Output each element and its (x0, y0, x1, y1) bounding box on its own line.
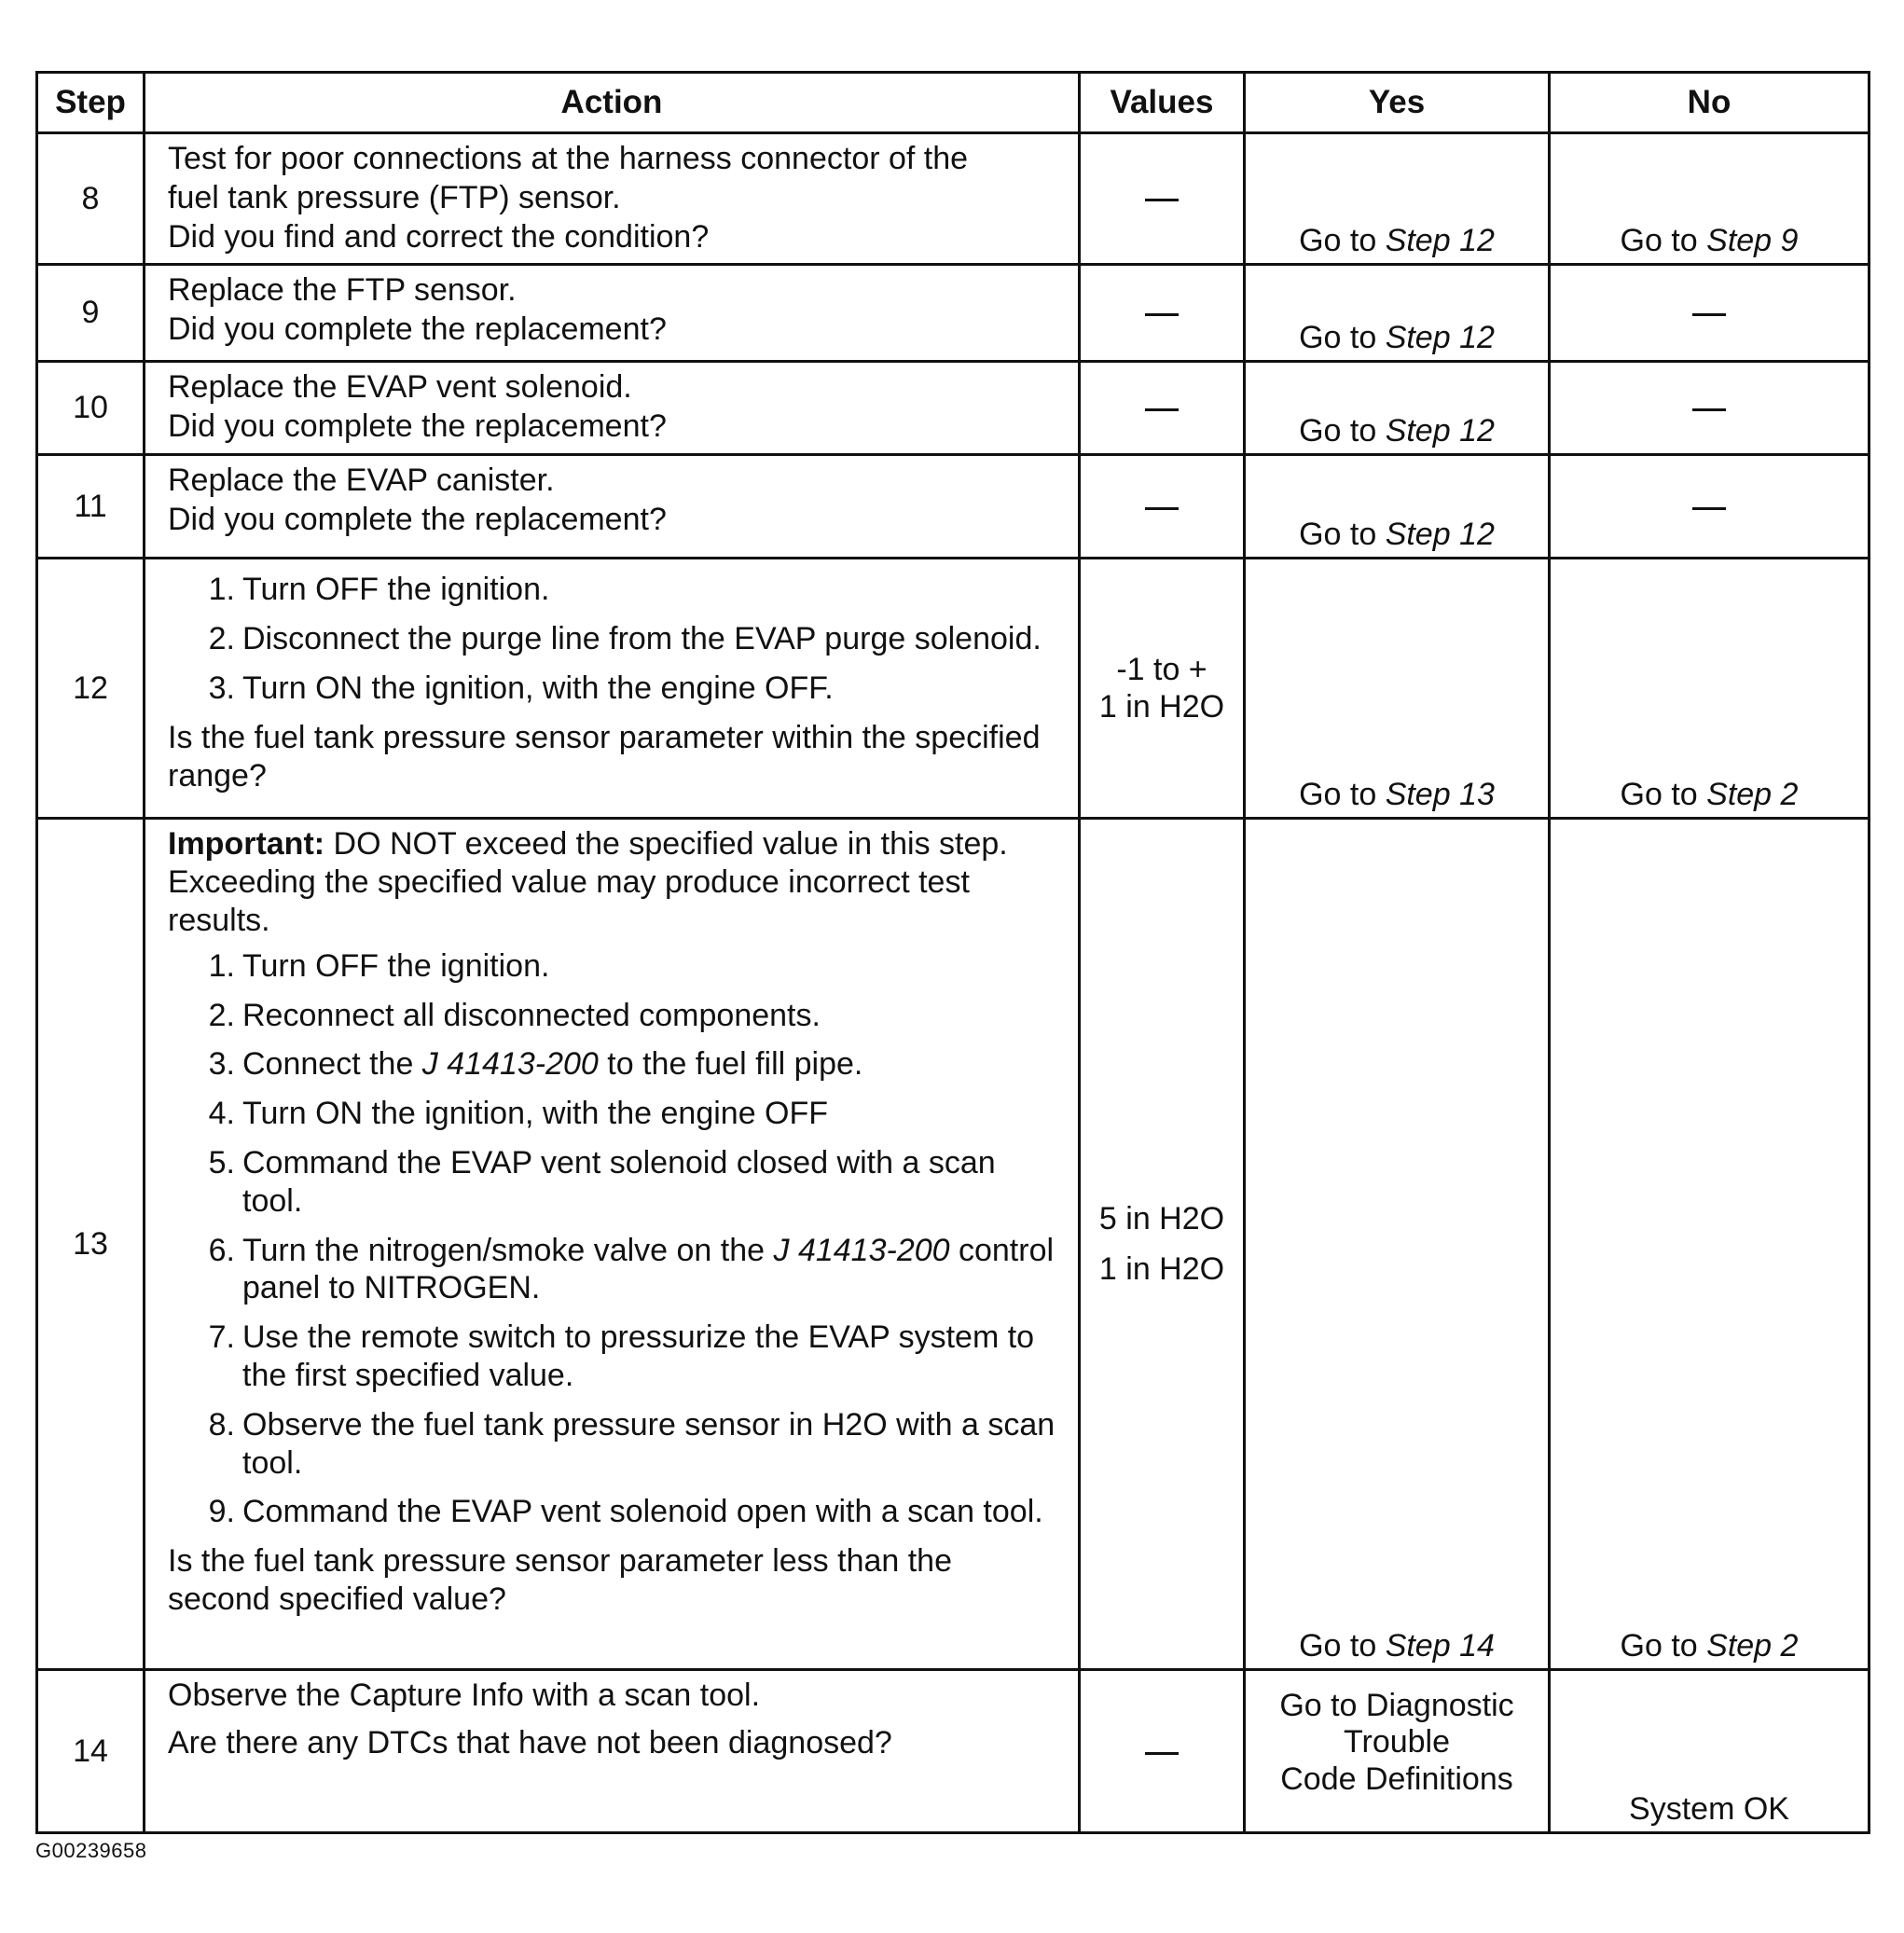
list-item (168, 1406, 1055, 1483)
action-text: Replace the EVAP canister. (168, 463, 555, 499)
important-text: DO NOT exceed the specified value in this step. Exceeding the specified value may produce incorrect test results. (168, 826, 1008, 938)
yes-goto-step-link[interactable]: Step 14 (1385, 1627, 1495, 1664)
no-goto-prefix: Go to (1620, 1627, 1707, 1664)
no-cell (1550, 362, 1870, 455)
procedure-list (168, 571, 1055, 707)
question-text: Is the fuel tank pressure sensor parameter within the specified range? (168, 719, 1041, 794)
table-row-step-8 (37, 133, 1870, 265)
list-item-text: Observe the fuel tank pressure sensor in H2O with a scan tool. (242, 1406, 1055, 1481)
procedure-list (168, 947, 1055, 1531)
no-cell (1550, 1670, 1870, 1833)
table-row-step-13 (37, 819, 1870, 1670)
action-cell (145, 133, 1080, 265)
list-item-number: 2. (208, 621, 235, 657)
list-item (168, 997, 1055, 1035)
header-yes: Yes (1245, 73, 1550, 133)
list-item-number: 1. (208, 572, 235, 608)
list-item (168, 670, 1055, 708)
table-row-step-10 (37, 362, 1870, 455)
no-goto-step-link[interactable]: Step 9 (1706, 222, 1799, 258)
list-item-number: 5. (208, 1144, 235, 1181)
figure-id: G00239658 (35, 1839, 147, 1862)
yes-goto-step-link[interactable]: Step 12 (1385, 516, 1495, 552)
list-item-number: 4. (208, 1096, 235, 1132)
step-number: 14 (37, 1670, 145, 1833)
question-text: Is the fuel tank pressure sensor parameter less than the second specified value? (168, 1543, 953, 1617)
dash-mark (1145, 313, 1179, 316)
tool-reference: J 41413-200 (421, 1046, 599, 1083)
yes-cell (1245, 559, 1550, 819)
list-item-number: 3. (208, 1046, 235, 1083)
list-item-text: Command the EVAP vent solenoid open with a scan tool. (242, 1494, 1043, 1530)
list-item-number: 3. (208, 670, 235, 706)
dash-mark (1145, 507, 1179, 510)
step-number: 11 (37, 455, 145, 559)
first-specified-value: 5 in H2O (1098, 1200, 1225, 1236)
action-cell (145, 1670, 1080, 1833)
yes-goto-prefix: Go to (1299, 516, 1386, 552)
no-cell (1550, 819, 1870, 1670)
list-item-number: 9. (208, 1494, 235, 1530)
list-item-text: Turn ON the ignition, with the engine OFF (242, 1096, 829, 1132)
values-cell (1080, 133, 1245, 265)
important-label: Important: (168, 826, 325, 863)
list-item (168, 1319, 1055, 1395)
list-item-text: Turn ON the ignition, with the engine OFF. (242, 670, 834, 706)
yes-goto-link[interactable]: Go to Diagnostic (1279, 1688, 1514, 1724)
list-item-text: Reconnect all disconnected components. (242, 997, 821, 1033)
dash-mark (1145, 1752, 1179, 1755)
header-step: Step (37, 73, 145, 133)
yes-goto-step-link[interactable]: Step 12 (1385, 412, 1495, 449)
question-text: Did you complete the replacement? (168, 311, 667, 348)
no-cell (1550, 133, 1870, 265)
header-values: Values (1080, 73, 1245, 133)
list-item-text: Turn OFF the ignition. (242, 947, 550, 984)
action-text: Replace the EVAP vent solenoid. (168, 369, 632, 406)
values-cell (1080, 455, 1245, 559)
step-number: 8 (37, 133, 145, 265)
diagnostic-steps-table (35, 71, 1870, 1834)
action-text: Observe the Capture Info with a scan tool. (168, 1678, 761, 1714)
action-cell (145, 559, 1080, 819)
yes-goto-link[interactable]: Code Definitions (1280, 1760, 1513, 1797)
list-item (168, 1095, 1055, 1133)
diagnostic-table-container (35, 71, 1870, 1834)
value-range-line-2: 1 in H2O (1098, 689, 1225, 725)
table-header-row (37, 73, 1870, 133)
list-item (168, 1232, 1055, 1308)
yes-cell (1245, 265, 1550, 362)
no-goto-step-link[interactable]: Step 2 (1706, 1627, 1799, 1664)
second-specified-value: 1 in H2O (1098, 1251, 1225, 1288)
step-number: 10 (37, 362, 145, 455)
no-goto-prefix: Go to (1620, 776, 1707, 812)
list-item (168, 1493, 1055, 1531)
dash-mark (1145, 408, 1179, 411)
list-item-text: control panel to NITROGEN. (242, 1232, 1055, 1306)
yes-goto-step-link[interactable]: Step 13 (1385, 776, 1495, 812)
step-number: 9 (37, 265, 145, 362)
action-cell (145, 362, 1080, 455)
table-row-step-11 (37, 455, 1870, 559)
list-item-number: 6. (208, 1232, 235, 1268)
values-cell (1080, 265, 1245, 362)
dash-mark (1145, 199, 1179, 201)
yes-goto-prefix: Go to (1299, 776, 1386, 812)
values-cell (1080, 1670, 1245, 1833)
tool-reference: J 41413-200 (773, 1232, 950, 1268)
list-item (168, 1045, 1055, 1084)
list-item-text: Connect the (242, 1046, 422, 1083)
dash-mark (1692, 408, 1726, 411)
yes-cell (1245, 133, 1550, 265)
yes-cell (1245, 1670, 1550, 1833)
yes-goto-prefix: Go to (1299, 319, 1386, 355)
header-no: No (1550, 73, 1870, 133)
no-goto-step-link[interactable]: Step 2 (1706, 776, 1799, 812)
table-row-step-9 (37, 265, 1870, 362)
list-item-text: Turn OFF the ignition. (242, 572, 550, 608)
no-cell (1550, 559, 1870, 819)
list-item-number: 8. (208, 1406, 235, 1443)
list-item-text: Command the EVAP vent solenoid closed with a scan tool. (242, 1144, 996, 1219)
action-text: Replace the FTP sensor. (168, 272, 517, 309)
step-number: 12 (37, 559, 145, 819)
list-item-text: Disconnect the purge line from the EVAP purge solenoid. (242, 621, 1042, 657)
value-range-line-1: -1 to + (1116, 651, 1207, 687)
table-row-step-14 (37, 1670, 1870, 1833)
action-cell (145, 455, 1080, 559)
list-item (168, 620, 1055, 658)
question-text: Did you complete the replacement? (168, 502, 667, 538)
header-action: Action (145, 73, 1080, 133)
no-cell (1550, 265, 1870, 362)
yes-goto-prefix: Go to (1299, 1627, 1386, 1664)
list-item-number: 7. (208, 1319, 235, 1356)
action-text: fuel tank pressure (FTP) sensor. (168, 179, 621, 215)
action-cell (145, 265, 1080, 362)
action-cell (145, 819, 1080, 1670)
list-item-number: 1. (208, 947, 235, 984)
yes-goto-step-link[interactable]: Step 12 (1385, 222, 1495, 258)
values-cell (1080, 362, 1245, 455)
list-item-number: 2. (208, 997, 235, 1033)
question-text: Did you complete the replacement? (168, 408, 667, 445)
yes-cell (1245, 819, 1550, 1670)
question-text: Did you find and correct the condition? (168, 218, 710, 255)
action-text: Test for poor connections at the harness connector of the (168, 141, 969, 176)
step-number: 13 (37, 819, 145, 1670)
no-cell (1550, 455, 1870, 559)
table-row-step-12 (37, 559, 1870, 819)
yes-goto-prefix: Go to (1299, 412, 1386, 449)
yes-goto-link[interactable]: Trouble (1343, 1724, 1451, 1760)
no-goto-prefix: Go to (1620, 222, 1707, 258)
yes-goto-prefix: Go to (1299, 222, 1386, 258)
yes-cell (1245, 362, 1550, 455)
question-text: Are there any DTCs that have not been diagnosed? (168, 1725, 892, 1761)
important-note (168, 825, 1055, 939)
list-item (168, 1144, 1055, 1221)
system-ok-text: System OK (1629, 1790, 1789, 1827)
yes-cell (1245, 455, 1550, 559)
dash-mark (1692, 507, 1726, 510)
list-item-text: Use the remote switch to pressurize the EVAP system to the first specified value. (242, 1319, 1035, 1393)
values-cell (1080, 819, 1245, 1670)
list-item-text: Turn the nitrogen/smoke valve on the (242, 1232, 774, 1268)
values-cell (1080, 559, 1245, 819)
yes-goto-step-link[interactable]: Step 12 (1385, 319, 1495, 355)
dash-mark (1692, 313, 1726, 316)
list-item (168, 947, 1055, 986)
list-item-text: to the fuel fill pipe. (598, 1046, 863, 1083)
list-item (168, 571, 1055, 609)
